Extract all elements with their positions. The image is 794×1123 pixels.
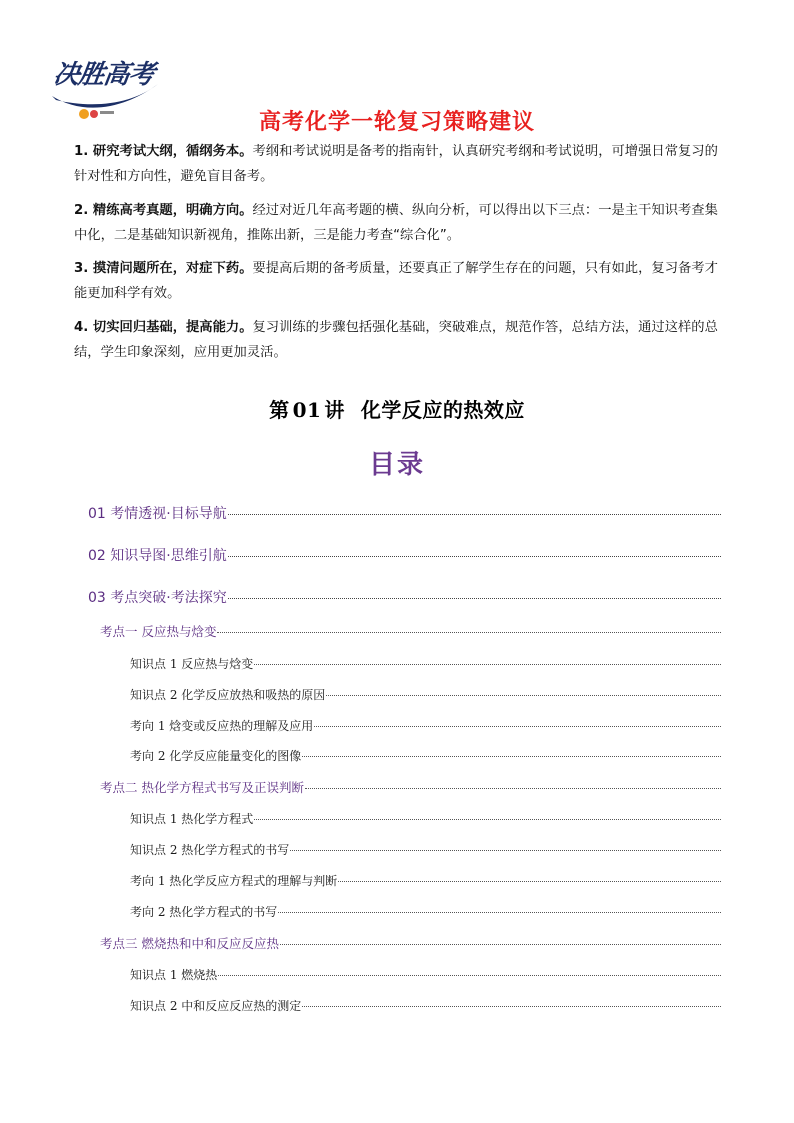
toc-entry-label: 03 考点突破·考法探究	[88, 590, 227, 606]
toc-entry-mindmap[interactable]	[88, 545, 721, 565]
toc-entry-label: 知识点 2 热化学方程式的书写	[130, 843, 290, 857]
toc-entry-label: 考向 1 焓变或反应热的理解及应用	[130, 719, 314, 733]
toc-leader-dots	[302, 756, 721, 757]
toc-leader-dots	[228, 598, 721, 599]
toc-leader-dots	[302, 1006, 721, 1007]
advice-text: 考纲和考试说明是备考的指南针，认真研究考纲和考试说明，可增强日常复习的针对性和方向性，避免盲目备考。	[74, 144, 718, 184]
lecture-heading	[0, 394, 794, 423]
toc-entry-topic-2-direction-2[interactable]	[130, 903, 721, 920]
toc-leader-dots	[228, 556, 721, 557]
toc-entry-label: 知识点 1 燃烧热	[130, 968, 218, 982]
toc-entry-label: 02 知识导图·思维引航	[88, 548, 227, 564]
page-title: 高考化学一轮复习策略建议	[258, 110, 535, 135]
advice-heading: 1. 研究考试大纲，循纲务本。	[74, 144, 253, 159]
toc-entry-label: 知识点 2 化学反应放热和吸热的原因	[130, 688, 326, 702]
lecture-prefix: 第	[269, 398, 290, 422]
lecture-title: 化学反应的热效应	[360, 398, 525, 422]
toc-entry-label: 考向 2 化学反应能量变化的图像	[130, 749, 302, 763]
toc-leader-dots	[280, 944, 721, 945]
toc-entry-topic-2[interactable]	[100, 778, 721, 796]
lecture-suffix: 讲	[324, 398, 345, 422]
advice-text: 复习训练的步骤包括强化基础，突破难点，规范作答，总结方法，通过这样的总结，学生印象深刻，应用更加灵活。	[74, 320, 718, 360]
toc-entry-topic-3[interactable]	[100, 934, 721, 952]
toc-entry-label: 考向 2 热化学方程式的书写	[130, 905, 278, 919]
toc-entry-topic-1[interactable]	[100, 622, 721, 640]
toc-leader-dots	[218, 975, 721, 976]
toc-entry-topic-1-direction-2[interactable]	[130, 747, 721, 764]
advice-text: 经过对近几年高考题的横、纵向分析，可以得出以下三点：一是主干知识考查集中化，二是基础知识新视角，推陈出新，三是能力考查“综合化”。	[74, 203, 718, 243]
advice-heading: 3. 摸清问题所在，对症下药。	[74, 261, 253, 276]
advice-text: 要提高后期的备考质量，还要真正了解学生存在的问题，只有如此，复习备考才能更加科学有效。	[74, 261, 718, 301]
toc-entry-topic-3-point-1[interactable]	[130, 966, 721, 983]
toc-entry-topic-1-point-1[interactable]	[130, 655, 721, 672]
advice-item-1	[74, 139, 726, 189]
toc-leader-dots	[326, 695, 721, 696]
toc-leader-dots	[278, 912, 721, 913]
toc-entry-label: 考点一 反应热与焓变	[100, 624, 217, 639]
toc-entry-label: 知识点 1 反应热与焓变	[130, 657, 254, 671]
advice-item-4	[74, 315, 726, 365]
toc-entry-topic-1-direction-1[interactable]	[130, 717, 721, 734]
toc-entry-topic-2-direction-1[interactable]	[130, 872, 721, 889]
toc-entry-topic-1-point-2[interactable]	[130, 686, 721, 703]
toc-entry-label: 考向 1 热化学反应方程式的理解与判断	[130, 874, 338, 888]
advice-heading: 2. 精练高考真题，明确方向。	[74, 203, 253, 218]
toc-entry-topic-3-point-2[interactable]	[130, 997, 721, 1014]
toc-leader-dots	[314, 726, 721, 727]
toc-entry-label: 知识点 1 热化学方程式	[130, 812, 254, 826]
toc-entry-breakthrough[interactable]	[88, 587, 721, 607]
toc-entry-label: 知识点 2 中和反应反应热的测定	[130, 999, 302, 1013]
toc-leader-dots	[217, 632, 721, 633]
toc-entry-label: 考点三 燃烧热和中和反应反应热	[100, 936, 279, 951]
toc-leader-dots	[305, 788, 721, 789]
toc-entry-topic-2-point-2[interactable]	[130, 841, 721, 858]
lecture-number: 01	[292, 398, 322, 422]
toc-leader-dots	[228, 514, 721, 515]
toc-leader-dots	[290, 850, 721, 851]
toc-leader-dots	[254, 664, 721, 665]
toc-entry-label: 考点二 热化学方程式书写及正误判断	[100, 780, 304, 795]
toc-title: 目录	[368, 450, 425, 480]
toc-leader-dots	[338, 881, 721, 882]
advice-item-2	[74, 198, 726, 248]
advice-item-3	[74, 256, 726, 306]
toc-entry-overview[interactable]	[88, 503, 721, 523]
toc-leader-dots	[254, 819, 721, 820]
advice-heading: 4. 切实回归基础，提高能力。	[74, 320, 253, 335]
toc-entry-topic-2-point-1[interactable]	[130, 810, 721, 827]
toc-entry-label: 01 考情透视·目标导航	[88, 506, 227, 522]
logo-text: 决胜高考	[51, 60, 156, 90]
